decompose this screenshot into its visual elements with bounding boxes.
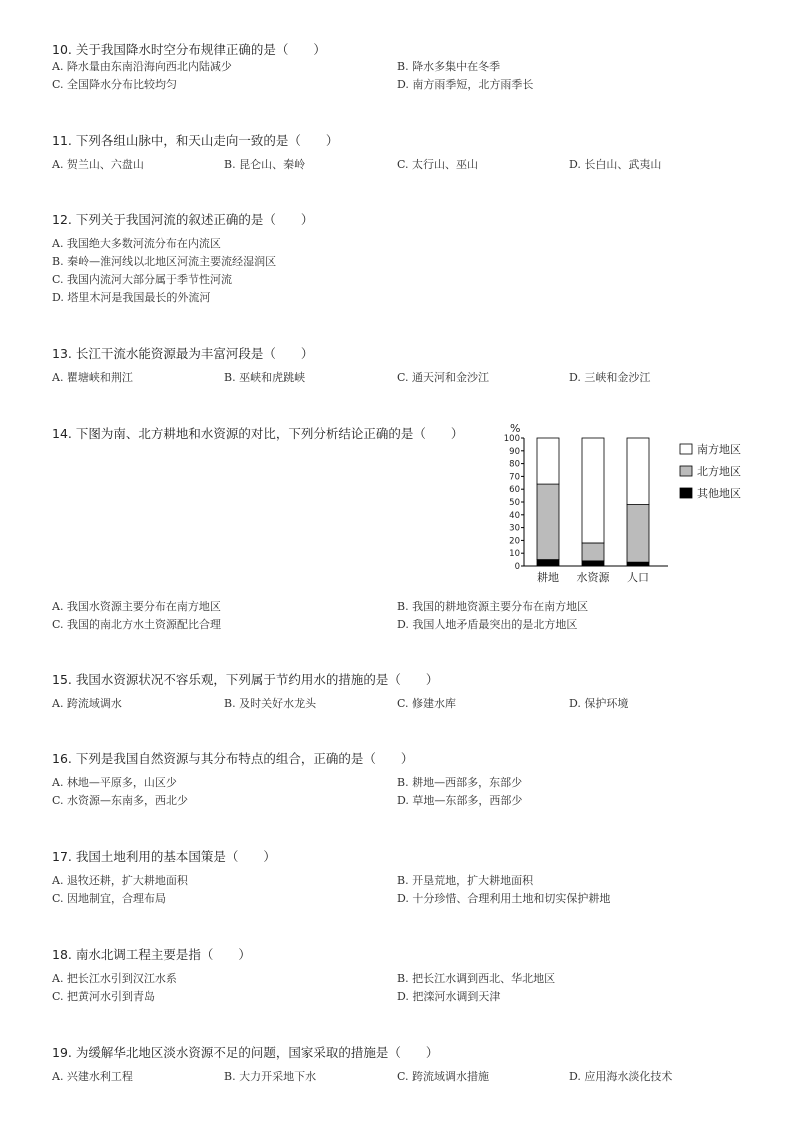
option-c[interactable]: C. 我国的南北方水土资源配比合理 — [52, 618, 222, 631]
option-c[interactable]: C. 把黄河水引到青岛 — [52, 990, 156, 1003]
option-b[interactable]: B. 巫峡和虎跳峡 — [224, 371, 306, 384]
option-a[interactable]: A. 跨流域调水 — [52, 697, 122, 710]
y-tick-label: 40 — [509, 510, 520, 521]
category-label: 水资源 — [576, 571, 610, 584]
option-d[interactable]: D. 长白山、武夷山 — [569, 158, 662, 171]
question-stem: 15. 我国水资源状况不容乐观，下列属于节约用水的措施的是（ ） — [52, 672, 439, 687]
option-a[interactable]: A. 我国绝大多数河流分布在内流区 — [52, 237, 221, 250]
y-tick-label: 70 — [509, 472, 520, 483]
y-tick-label: 90 — [509, 446, 520, 457]
question-stem: 16. 下列是我国自然资源与其分布特点的组合，正确的是（ ） — [52, 751, 414, 766]
option-d[interactable]: D. 应用海水淡化技术 — [569, 1070, 673, 1083]
question-stem: 18. 南水北调工程主要是指（ ） — [52, 947, 251, 962]
option-b[interactable]: B. 昆仑山、秦岭 — [224, 158, 306, 171]
option-d[interactable]: D. 把滦河水调到天津 — [397, 990, 501, 1003]
bar-segment-其他地区 — [627, 562, 649, 566]
option-b[interactable]: B. 我国的耕地资源主要分布在南方地区 — [397, 600, 589, 613]
option-c[interactable]: C. 我国内流河大部分属于季节性河流 — [52, 273, 233, 286]
bar-segment-南方地区 — [537, 438, 559, 484]
y-tick-label: 50 — [509, 498, 520, 508]
question-stem: 17. 我国土地利用的基本国策是（ ） — [52, 849, 276, 864]
y-tick-label: 60 — [509, 485, 520, 496]
bar-segment-南方地区 — [582, 438, 604, 543]
question-stem: 14. 下图为南、北方耕地和水资源的对比，下列分析结论正确的是（ ） — [52, 426, 464, 441]
stacked-bar-chart — [496, 418, 786, 590]
legend-label: 南方地区 — [697, 443, 741, 456]
category-label: 耕地 — [537, 571, 559, 584]
question-stem: 13. 长江干流水能资源最为丰富河段是（ ） — [52, 346, 314, 361]
legend-swatch — [680, 466, 692, 476]
option-b[interactable]: B. 把长江水调到西北、华北地区 — [397, 972, 556, 985]
y-tick-label: 80 — [509, 459, 520, 470]
legend-label: 北方地区 — [697, 465, 741, 478]
bar-segment-北方地区 — [627, 505, 649, 563]
option-b[interactable]: B. 秦岭—淮河线以北地区河流主要流经湿润区 — [52, 255, 277, 268]
y-tick-label: 20 — [509, 536, 520, 547]
option-d[interactable]: D. 三峡和金沙江 — [569, 371, 651, 384]
y-tick-label: 100 — [503, 434, 520, 444]
option-b[interactable]: B. 大力开采地下水 — [224, 1070, 317, 1083]
option-c[interactable]: C. 全国降水分布比较均匀 — [52, 78, 178, 91]
bar-segment-南方地区 — [627, 438, 649, 505]
y-axis-unit-label: % — [510, 422, 521, 435]
question-stem: 12. 下列关于我国河流的叙述正确的是（ ） — [52, 212, 314, 227]
question-stem: 10. 关于我国降水时空分布规律正确的是（ ） — [52, 42, 326, 57]
option-a[interactable]: A. 林地—平原多，山区少 — [52, 776, 177, 789]
option-a[interactable]: A. 把长江水引到汉江水系 — [52, 972, 177, 985]
question-stem: 19. 为缓解华北地区淡水资源不足的问题，国家采取的措施是（ ） — [52, 1045, 439, 1060]
bar-segment-北方地区 — [582, 543, 604, 561]
option-d[interactable]: D. 南方雨季短，北方雨季长 — [397, 78, 534, 91]
legend-swatch — [680, 488, 692, 498]
option-b[interactable]: B. 及时关好水龙头 — [224, 697, 317, 710]
option-d[interactable]: D. 塔里木河是我国最长的外流河 — [52, 291, 211, 304]
bar-segment-其他地区 — [537, 560, 559, 566]
option-a[interactable]: A. 退牧还耕，扩大耕地面积 — [52, 874, 188, 887]
bar-segment-其他地区 — [582, 561, 604, 566]
option-c[interactable]: C. 修建水库 — [397, 697, 457, 710]
option-a[interactable]: A. 兴建水利工程 — [52, 1070, 133, 1083]
y-tick-label: 30 — [509, 523, 520, 534]
option-a[interactable]: A. 瞿塘峡和荆江 — [52, 371, 133, 384]
option-a[interactable]: A. 贺兰山、六盘山 — [52, 158, 144, 171]
option-c[interactable]: C. 通天河和金沙江 — [397, 371, 490, 384]
option-c[interactable]: C. 跨流域调水措施 — [397, 1070, 490, 1083]
option-a[interactable]: A. 我国水资源主要分布在南方地区 — [52, 600, 221, 613]
option-b[interactable]: B. 降水多集中在冬季 — [397, 60, 501, 73]
option-b[interactable]: B. 开垦荒地，扩大耕地面积 — [397, 874, 534, 887]
legend-swatch — [680, 444, 692, 454]
y-tick-label: 10 — [509, 549, 520, 560]
option-d[interactable]: D. 草地—东部多，西部少 — [397, 794, 523, 807]
category-label: 人口 — [627, 571, 649, 584]
option-c[interactable]: C. 水资源—东南多，西北少 — [52, 794, 189, 807]
option-c[interactable]: C. 因地制宜，合理布局 — [52, 892, 167, 905]
option-c[interactable]: C. 太行山、巫山 — [397, 158, 479, 171]
option-d[interactable]: D. 保护环境 — [569, 697, 629, 710]
y-tick-label: 0 — [514, 562, 520, 572]
bar-segment-北方地区 — [537, 484, 559, 560]
question-stem: 11. 下列各组山脉中，和天山走向一致的是（ ） — [52, 133, 339, 148]
legend-label: 其他地区 — [697, 487, 741, 500]
option-a[interactable]: A. 降水量由东南沿海向西北内陆减少 — [52, 60, 232, 73]
option-d[interactable]: D. 我国人地矛盾最突出的是北方地区 — [397, 618, 578, 631]
option-b[interactable]: B. 耕地—西部多，东部少 — [397, 776, 523, 789]
option-d[interactable]: D. 十分珍惜、合理利用土地和切实保护耕地 — [397, 892, 611, 905]
